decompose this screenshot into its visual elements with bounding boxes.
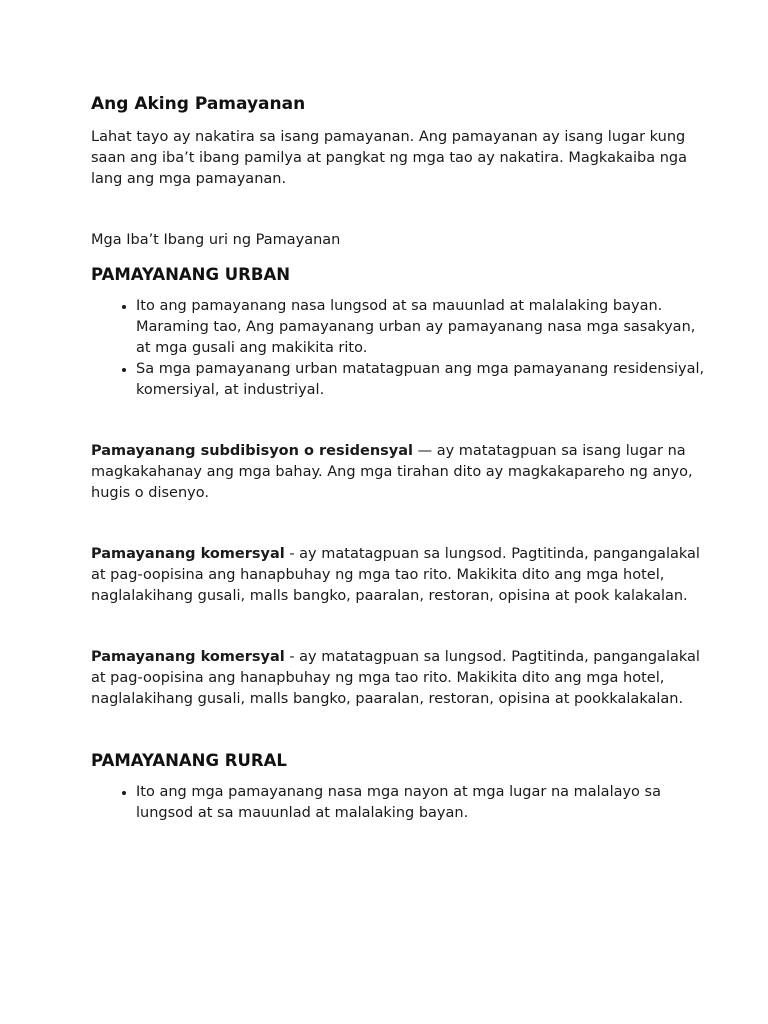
commercial-term: Pamayanang komersyal: [91, 546, 285, 562]
urban-bullet-2: • Sa mga pamayanang urban matatagpuan ang mga pamayanang residensiyal, komersiyal, at industriyal.: [136, 359, 708, 401]
commercial-text: - ay matatagpuan sa lungsod. Pagtitinda, pangangalakal at pag-oopisina ang hanapbuhay ng mga tao rito. Makikita dito ang mga hotel, naglalakihang gusali, malls bangko, paaralan, restoran, opisina at pook kalakalan.: [91, 546, 700, 604]
commercial-text-repeat: - ay matatagpuan sa lungsod. Pagtitinda, pangangalakal at pag-oopisina ang hanapbuhay ng mga tao rito. Makikita dito ang mga hotel, naglalakihang gusali, malls bangko, paaralan, restoran, opisina at pookkalakalan.: [91, 649, 700, 707]
urban-bullet-list: [91, 296, 708, 401]
commercial-paragraph-repeat: [91, 647, 708, 710]
intro-paragraph: Lahat tayo ay nakatira sa isang pamayanan. Ang pamayanan ay isang lugar kung saan ang iba’t ibang pamilya at pangkat ng mga tao ay nakatira. Magkakaiba nga lang ang mga pamayanan.: [91, 129, 687, 187]
residential-term: Pamayanang subdibisyon o residensyal: [91, 443, 413, 459]
urban-bullet-1: • Ito ang pamayanang nasa lungsod at sa mauunlad at malalaking bayan. Maraming tao, Ang pamayanang urban ay pamayanang nasa mga sasakyan, at mga gusali ang makikita rito.: [136, 296, 708, 359]
urban-heading: PAMAYANANG URBAN: [91, 265, 291, 284]
commercial-term-repeat: Pamayanang komersyal: [91, 649, 285, 665]
residential-paragraph: [91, 441, 708, 504]
document-title: Ang Aking Pamayanan: [91, 94, 306, 114]
residential-text: — ay matatagpuan sa isang lugar na magkakahanay ang mga bahay. Ang mga tirahan dito ay magkakapareho ng anyo, hugis o disenyo.: [91, 443, 693, 501]
commercial-paragraph: [91, 544, 708, 607]
types-label: Mga Iba’t Ibang uri ng Pamayanan: [91, 232, 341, 248]
rural-bullet-1: • Ito ang mga pamayanang nasa mga nayon at mga lugar na malalayo sa lungsod at sa mauunlad at malalaking bayan.: [136, 782, 708, 824]
rural-heading: PAMAYANANG RURAL: [91, 751, 287, 770]
rural-bullet-list: [91, 782, 708, 824]
